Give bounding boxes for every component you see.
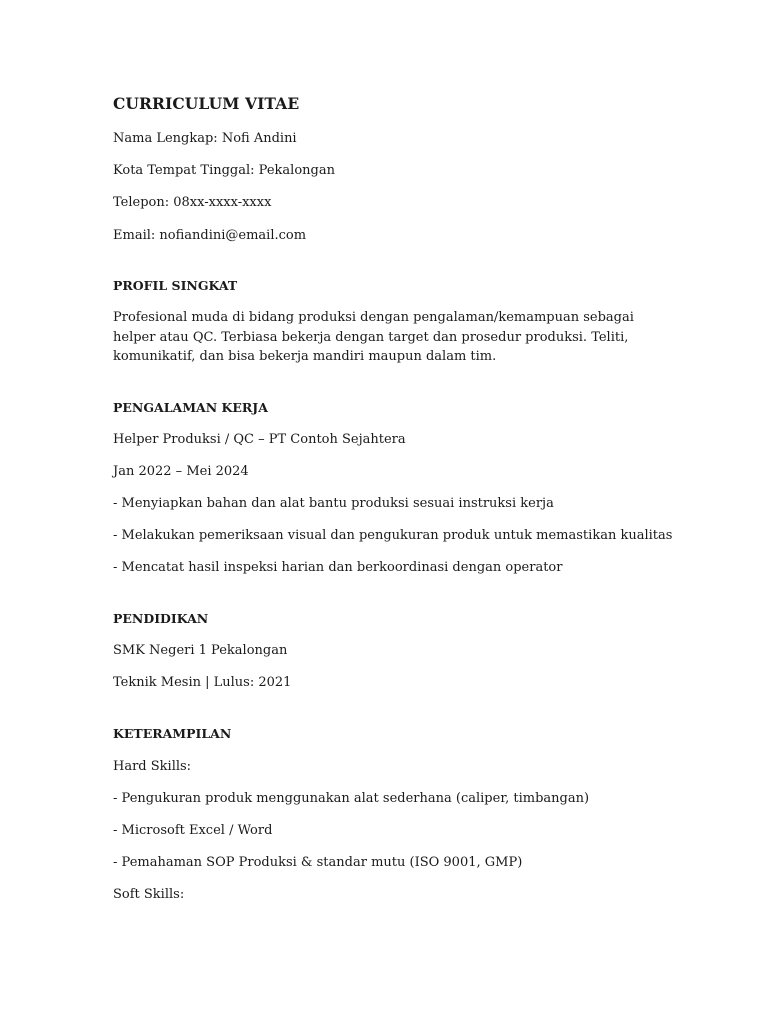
document-title: CURRICULUM VITAE [113, 94, 300, 113]
hard-skill-item: - Pemahaman SOP Produksi & standar mutu (ISO 9001, GMP) [113, 855, 523, 870]
personal-email: Email: nofiandini@email.com [113, 228, 307, 243]
profile-text: Profesional muda di bidang produksi dengan pengalaman/kemampuan sebagai helper atau QC. Terbiasa bekerja dengan target dan prosedur produksi. Teliti, komunikatif, dan bisa bekerja mandiri maupun dalam tim. [113, 310, 634, 364]
experience-duty: - Mencatat hasil inspeksi harian dan berkoordinasi dengan operator [113, 560, 563, 575]
education-heading: PENDIDIKAN [113, 611, 209, 626]
soft-skills-label: Soft Skills: [113, 887, 185, 902]
profile-heading: PROFIL SINGKAT [113, 278, 238, 293]
experience-heading: PENGALAMAN KERJA [113, 400, 268, 415]
hard-skill-item: - Microsoft Excel / Word [113, 823, 273, 838]
personal-name: Nama Lengkap: Nofi Andini [113, 131, 297, 146]
hard-skills-label: Hard Skills: [113, 759, 192, 774]
experience-position: Helper Produksi / QC – PT Contoh Sejahtera [113, 432, 406, 447]
personal-city: Kota Tempat Tinggal: Pekalongan [113, 163, 335, 178]
skills-heading: KETERAMPILAN [113, 726, 232, 741]
experience-duty: - Menyiapkan bahan dan alat bantu produksi sesuai instruksi kerja [113, 496, 554, 511]
experience-period: Jan 2022 – Mei 2024 [113, 464, 249, 479]
hard-skill-item: - Pengukuran produk menggunakan alat sederhana (caliper, timbangan) [113, 791, 590, 806]
experience-duty: - Melakukan pemeriksaan visual dan pengukuran produk untuk memastikan kualitas [113, 528, 673, 543]
education-major: Teknik Mesin | Lulus: 2021 [113, 675, 292, 690]
education-school: SMK Negeri 1 Pekalongan [113, 643, 288, 658]
personal-phone: Telepon: 08xx-xxxx-xxxx [113, 195, 272, 210]
